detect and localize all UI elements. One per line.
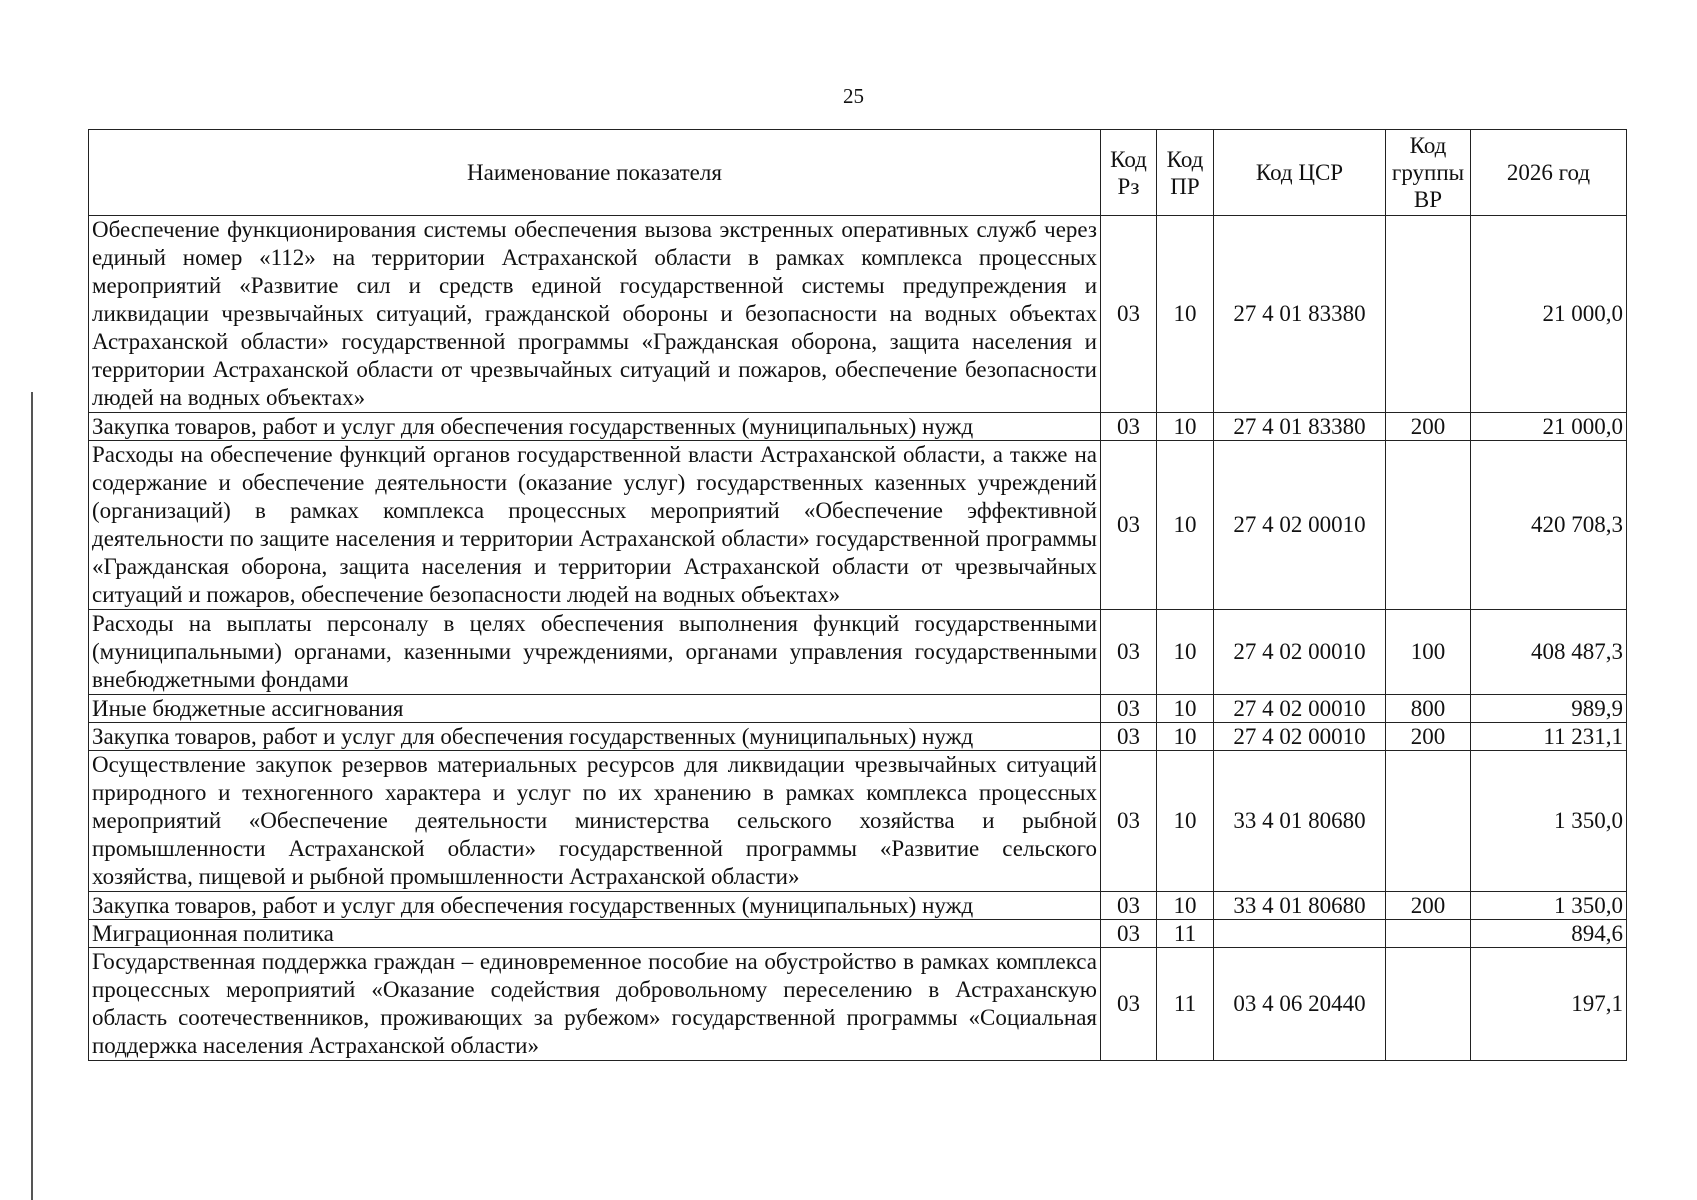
binding-margin-line [31,392,33,1200]
row-pr: 10 [1157,610,1214,695]
row-vr [1386,920,1471,948]
row-csr [1214,920,1386,948]
row-pr: 10 [1157,723,1214,751]
row-csr: 03 4 06 20440 [1214,948,1386,1061]
row-vr: 200 [1386,892,1471,920]
row-amount: 420 708,3 [1471,441,1627,610]
row-rz: 03 [1101,413,1157,441]
table-header-row [89,130,1627,216]
row-amount: 11 231,1 [1471,723,1627,751]
header-pr: Код ПР [1157,130,1214,216]
row-pr: 11 [1157,948,1214,1061]
row-pr: 10 [1157,892,1214,920]
row-vr [1386,216,1471,413]
row-rz: 03 [1101,751,1157,892]
table-row [89,441,1627,610]
table-row [89,751,1627,892]
header-vr: Код группы ВР [1386,130,1471,216]
row-name: Осуществление закупок резервов материальных ресурсов для ликвидации чрезвычайных ситуаций природного и техногенного характера и услуг по их хранению в рамках комплекса процессных мероприятий «Обеспечение деятельности министерства сельского хозяйства и рыбной промышленности Астраханской области» государственной программы «Развитие сельского хозяйства, пищевой и рыбной промышленности Астраханской области» [89,751,1101,892]
table-row [89,216,1627,413]
row-vr [1386,948,1471,1061]
page-number: 25 [843,84,864,108]
row-name: Иные бюджетные ассигнования [89,695,1101,723]
row-rz: 03 [1101,723,1157,751]
row-csr: 27 4 01 83380 [1214,216,1386,413]
row-csr: 27 4 01 83380 [1214,413,1386,441]
row-pr: 10 [1157,441,1214,610]
table-row [89,920,1627,948]
row-csr: 27 4 02 00010 [1214,441,1386,610]
row-name: Обеспечение функционирования системы обеспечения вызова экстренных оперативных служб через единый номер «112» на территории Астраханской области в рамках комплекса процессных мероприятий «Развитие сил и средств единой государственной системы предупреждения и ликвидации чрезвычайных ситуаций, гражданской обороны и безопасности на водных объектах Астраханской области» государственной программы «Гражданская оборона, защита населения и территории Астраханской области от чрезвычайных ситуаций и пожаров, обеспечение безопасности людей на водных объектах» [89,216,1101,413]
table-row [89,892,1627,920]
row-amount: 21 000,0 [1471,216,1627,413]
row-amount: 1 350,0 [1471,751,1627,892]
row-name: Закупка товаров, работ и услуг для обеспечения государственных (муниципальных) нужд [89,892,1101,920]
row-name: Расходы на выплаты персоналу в целях обеспечения выполнения функций государственными (муниципальными) органами, казенными учреждениями, органами управления государственными внебюджетными фондами [89,610,1101,695]
row-vr: 800 [1386,695,1471,723]
row-pr: 11 [1157,920,1214,948]
row-vr: 200 [1386,723,1471,751]
table-row [89,695,1627,723]
row-csr: 33 4 01 80680 [1214,892,1386,920]
row-name: Государственная поддержка граждан – единовременное пособие на обустройство в рамках комплекса процессных мероприятий «Оказание содействия добровольному переселению в Астраханскую область соотечественников, проживающих за рубежом» государственной программы «Социальная поддержка населения Астраханской области» [89,948,1101,1061]
row-vr [1386,751,1471,892]
row-pr: 10 [1157,413,1214,441]
row-csr: 27 4 02 00010 [1214,610,1386,695]
row-name: Закупка товаров, работ и услуг для обеспечения государственных (муниципальных) нужд [89,723,1101,751]
header-name: Наименование показателя [89,130,1101,216]
table-row [89,948,1627,1061]
table-row [89,413,1627,441]
row-csr: 27 4 02 00010 [1214,695,1386,723]
row-amount: 894,6 [1471,920,1627,948]
row-pr: 10 [1157,695,1214,723]
row-rz: 03 [1101,948,1157,1061]
row-rz: 03 [1101,892,1157,920]
row-rz: 03 [1101,216,1157,413]
row-name: Закупка товаров, работ и услуг для обеспечения государственных (муниципальных) нужд [89,413,1101,441]
row-rz: 03 [1101,441,1157,610]
row-name: Расходы на обеспечение функций органов государственной власти Астраханской области, а также на содержание и обеспечение деятельности (оказание услуг) государственных казенных учреждений (организаций) в рамках комплекса процессных мероприятий «Обеспечение эффективной деятельности по защите населения и территории Астраханской области» государственной программы «Гражданская оборона, защита населения и территории Астраханской области от чрезвычайных ситуаций и пожаров, обеспечение безопасности людей на водных объектах» [89,441,1101,610]
header-rz: Код Рз [1101,130,1157,216]
row-rz: 03 [1101,920,1157,948]
row-csr: 27 4 02 00010 [1214,723,1386,751]
row-pr: 10 [1157,751,1214,892]
row-amount: 989,9 [1471,695,1627,723]
table-row [89,610,1627,695]
row-amount: 21 000,0 [1471,413,1627,441]
row-vr [1386,441,1471,610]
row-amount: 1 350,0 [1471,892,1627,920]
row-amount: 197,1 [1471,948,1627,1061]
row-amount: 408 487,3 [1471,610,1627,695]
row-rz: 03 [1101,695,1157,723]
row-name: Миграционная политика [89,920,1101,948]
table-row [89,723,1627,751]
budget-table [88,129,1627,1061]
row-vr: 200 [1386,413,1471,441]
row-pr: 10 [1157,216,1214,413]
header-year: 2026 год [1471,130,1627,216]
header-csr: Код ЦСР [1214,130,1386,216]
row-rz: 03 [1101,610,1157,695]
row-csr: 33 4 01 80680 [1214,751,1386,892]
row-vr: 100 [1386,610,1471,695]
